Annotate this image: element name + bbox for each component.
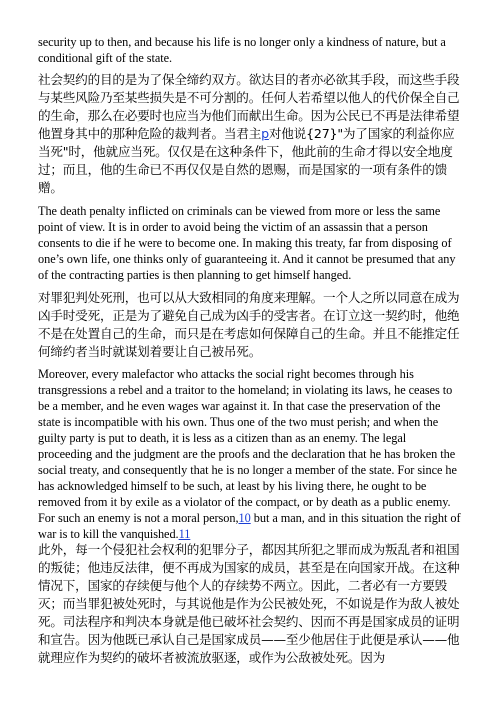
paragraph-chinese-2: 对罪犯判处死刑，也可以从大致相同的角度来理解。一个人之所以同意在成为凶手时受死，正是为了避免自己成为凶手的受害者。在订立这一契约时，他绝不是在处置自己的生命，而只是在考虑如何保障自己的生命。并且不能推定任何缔约者当时就谋划着要让自己被吊死。 <box>38 290 460 359</box>
paragraph-english-3-text-b: but a man, and in this situation the right of war is to kill the vanquished. <box>38 511 461 541</box>
paragraph-chinese-3: 此外，每一个侵犯社会权利的犯罪分子，都因其所犯之罪而成为叛乱者和祖国的叛徒；他违反法律，便不再成为国家的成员，甚至是在向国家开战。在这种情况下，国家的存续便与他个人的存续势不两立。因此，二者必有一方要毁灭；而当罪犯被处死时，与其说他是作为公民被处死，不如说是作为敌人被处死。司法程序和判决本身就是他已破坏社会契约、因而不再是国家成员的证明和宣告。因为他既已承认自己是国家成员——至少他居住于此便是承认——他就理应作为契约的破坏者被流放驱逐，或作为公敌被处死。因为 <box>38 542 460 665</box>
paragraph-chinese-1-text-b: 对他说{27}"为了国家的利益你应当死"时，他就应当死。仅仅是在这种条件下，他此前的生命才得以安全地度过；而且，他的生命已不再仅仅是自然的恩赐，而是国家的一项有条件的馈赠。 <box>38 126 455 195</box>
footnote-link-10[interactable]: 10 <box>238 511 251 525</box>
paragraph-english-3-text-a: Moreover, every malefactor who attacks the social right becomes through his transgressions a rebel and a traitor to the homeland; in violating its laws, he ceases to be a member, and he even wages war against it. In that case the preservation of the state is incompatible with his own. Thus one of the two must perish; and when the guilty party is put to death, it is less as a citizen than as an enemy. The legal proceeding and the judgment are the proofs and the declaration that he has broken the social treaty, and consequently that he is no longer a member of the state. For since he has acknowledged himself to be such, at least by his living there, he ought to be removed from it by exile as a violator of the compact, or by death as a public enemy. For such an enemy is not a moral person, <box>38 367 457 525</box>
paragraph-chinese-1 <box>38 71 462 197</box>
footnote-link-11[interactable]: 11 <box>178 527 191 541</box>
paragraph-english-1: security up to then, and because his life is no longer only a kindness of nature, but a conditional gift of the state. <box>38 35 446 65</box>
paragraph-chinese-1-text-a: 社会契约的目的是为了保全缔约双方。欲达目的者亦必欲其手段，而这些手段与某些风险乃至某些损失是不可分割的。任何人若希望以他人的代价保全自己的生命，那么在必要时也应当为他们而献出生命。因为公民已不再是法律希望他置身其中的那种危险的裁判者。当君主 <box>38 72 460 141</box>
paragraph-english-2: The death penalty inflicted on criminals can be viewed from more or less the same point of view. It is in order to avoid being the victim of an assassin that a person consents to die if he were to become one. In making this treaty, far from disposing of one’s own life, one thinks only of guaranteeing it. And it cannot be presumed that any of the contracting parties is then planning to get himself hanged. <box>38 204 456 282</box>
paragraph-english-3 <box>38 366 462 542</box>
footnote-link-p[interactable]: p <box>261 126 269 141</box>
